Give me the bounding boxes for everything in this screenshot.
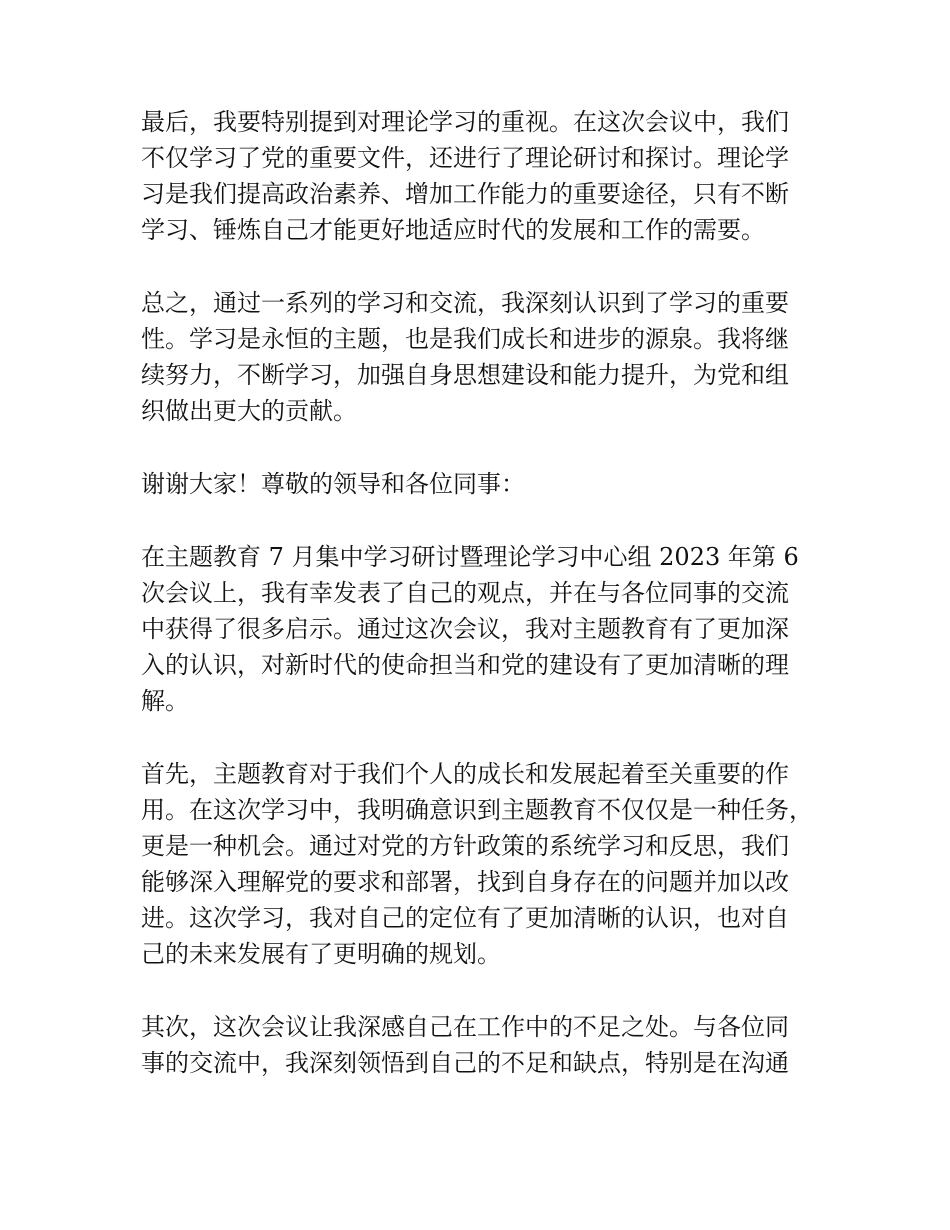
- paragraph-first-point: [141, 756, 821, 972]
- paragraph-meeting-intro: [141, 539, 821, 719]
- text-line: 总之，通过一系列的学习和交流，我深刻认识到了学习的重要: [141, 289, 789, 317]
- document-body: [141, 104, 821, 1118]
- text-line: 最后，我要特别提到对理论学习的重视。在这次会议中，我们: [141, 108, 789, 136]
- text-line: 能够深入理解党的要求和部署，找到自身存在的问题并加以改: [141, 868, 789, 896]
- text-line: 谢谢大家！尊敬的领导和各位同事：: [141, 470, 525, 498]
- text-line: 入的认识，对新时代的使命担当和党的建设有了更加清晰的理: [141, 651, 789, 679]
- paragraph-theory-study: [141, 104, 821, 248]
- text-line: 更是一种机会。通过对党的方针政策的系统学习和反思，我们: [141, 832, 789, 860]
- text-line: 进。这次学习，我对自己的定位有了更加清晰的认识，也对自: [141, 904, 789, 932]
- paragraph-salutation: [141, 466, 821, 502]
- text-line: 习是我们提高政治素养、增加工作能力的重要途径，只有不断: [141, 180, 789, 208]
- text-line: 不仅学习了党的重要文件，还进行了理论研讨和探讨。理论学: [141, 144, 789, 172]
- paragraph-second-point: [141, 1009, 821, 1081]
- text-line: 性。学习是永恒的主题，也是我们成长和进步的源泉。我将继: [141, 325, 789, 353]
- text-line: 织做出更大的贡献。: [141, 397, 357, 425]
- text-line: 中获得了很多启示。通过这次会议，我对主题教育有了更加深: [141, 615, 789, 643]
- text-line: 用。在这次学习中，我明确意识到主题教育不仅仅是一种任务，: [141, 796, 813, 824]
- text-line: 事的交流中，我深刻领悟到自己的不足和缺点，特别是在沟通: [141, 1049, 789, 1077]
- text-line: 其次，这次会议让我深感自己在工作中的不足之处。与各位同: [141, 1013, 789, 1041]
- text-line: 续努力，不断学习，加强自身思想建设和能力提升，为党和组: [141, 361, 789, 389]
- text-line: 首先，主题教育对于我们个人的成长和发展起着至关重要的作: [141, 760, 789, 788]
- text-line: 解。: [141, 687, 189, 715]
- paragraph-conclusion: [141, 285, 821, 429]
- text-line: 在主题教育 7 月集中学习研讨暨理论学习中心组 2023 年第 6: [141, 543, 799, 571]
- text-line: 己的未来发展有了更明确的规划。: [141, 940, 501, 968]
- text-line: 次会议上，我有幸发表了自己的观点，并在与各位同事的交流: [141, 579, 789, 607]
- text-line: 学习、锤炼自己才能更好地适应时代的发展和工作的需要。: [141, 216, 765, 244]
